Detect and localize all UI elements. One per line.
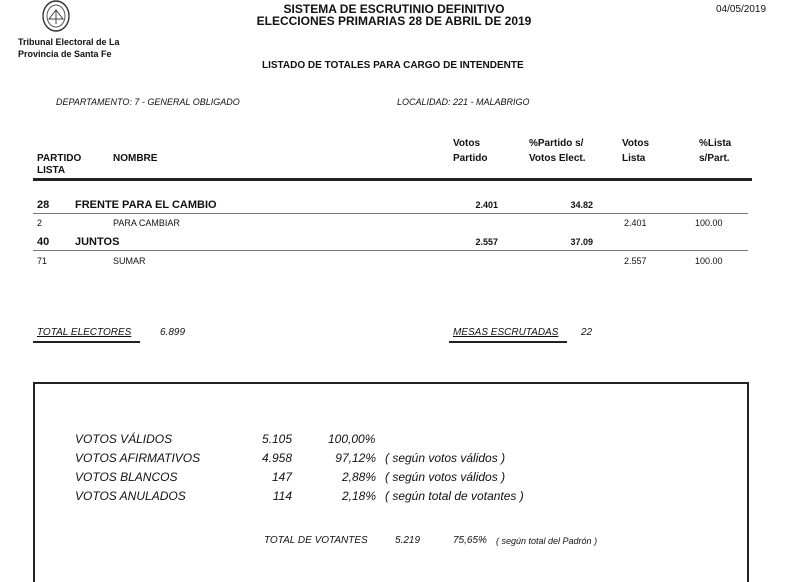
summary-note: ( según total de votantes ) [385,489,524,503]
summary-value: 5.105 [261,432,292,446]
mesas-escrutadas-label: MESAS ESCRUTADAS [453,327,559,338]
pct-lista: 100.00 [695,218,723,228]
total-votantes-value: 5.219 [395,535,421,546]
col-votos-lista-1: Votos [622,138,650,149]
org-name-line2: Provincia de Santa Fe [18,49,112,59]
col-pct-partido-2: Votos Elect. [529,153,586,164]
summary-label: VOTOS BLANCOS [75,470,178,484]
col-votos-partido-1: Votos [453,138,481,149]
lista-code: 71 [37,256,48,266]
pct-partido: 34.82 [570,200,593,210]
partido-name: JUNTOS [75,236,120,248]
votos-partido: 2.557 [475,237,498,247]
col-votos-lista-2: Lista [622,153,646,164]
total-votantes-note: ( según total del Padrón ) [496,536,598,546]
total-electores-label: TOTAL ELECTORES [37,327,132,338]
mesas-underline [449,341,567,343]
summary-note: ( según votos válidos ) [385,470,506,484]
lista-code: 2 [37,218,43,228]
departamento-label: DEPARTAMENTO: 7 - GENERAL OBLIGADO [56,97,240,107]
votos-partido: 2.401 [475,200,498,210]
report-title-line2: ELECCIONES PRIMARIAS 28 DE ABRIL DE 2019 [256,14,532,28]
row-divider [33,250,748,251]
lista-name: SUMAR [113,256,146,266]
total-votantes-pct: 75,65% [453,535,487,546]
summary-pct: 97,12% [335,451,376,465]
partido-code: 28 [37,199,50,211]
col-nombre: NOMBRE [113,153,158,164]
table-header-divider [33,178,752,181]
total-electores-value: 6.899 [160,327,186,338]
col-lista: LISTA [37,165,66,176]
total-votantes-label: TOTAL DE VOTANTES [264,535,368,546]
summary-label: VOTOS ANULADOS [75,489,186,503]
summary-pct: 2,18% [341,489,376,503]
votos-lista: 2.557 [624,256,647,266]
col-partido: PARTIDO [37,153,82,164]
col-pct-lista-1: %Lista [699,138,732,149]
electores-underline [33,341,140,343]
col-pct-lista-2: s/Part. [699,153,730,164]
summary-pct: 100,00% [328,432,376,446]
localidad-label: LOCALIDAD: 221 - MALABRIGO [397,97,530,107]
summary-value: 114 [272,489,292,503]
summary-label: VOTOS AFIRMATIVOS [75,451,201,465]
report-title-line1: SISTEMA DE ESCRUTINIO DEFINITIVO [283,2,505,16]
mesas-escrutadas-value: 22 [581,327,593,338]
lista-name: PARA CAMBIAR [113,218,180,228]
row-divider [33,213,748,214]
summary-value: 147 [271,470,292,484]
org-name-line1: Tribunal Electoral de La [18,37,120,47]
summary-label: VOTOS VÁLIDOS [75,432,173,446]
col-votos-partido-2: Partido [453,153,488,164]
col-pct-partido-1: %Partido s/ [529,138,584,149]
votos-lista: 2.401 [624,218,647,228]
pct-partido: 37.09 [570,237,593,247]
partido-code: 40 [37,236,50,248]
report-date: 04/05/2019 [716,4,767,15]
partido-name: FRENTE PARA EL CAMBIO [75,199,217,211]
summary-note: ( según votos válidos ) [385,451,506,465]
pct-lista: 100.00 [695,256,723,266]
summary-pct: 2,88% [341,470,376,484]
report-subtitle: LISTADO DE TOTALES PARA CARGO DE INTENDENTE [262,60,524,71]
summary-value: 4.958 [261,451,292,465]
